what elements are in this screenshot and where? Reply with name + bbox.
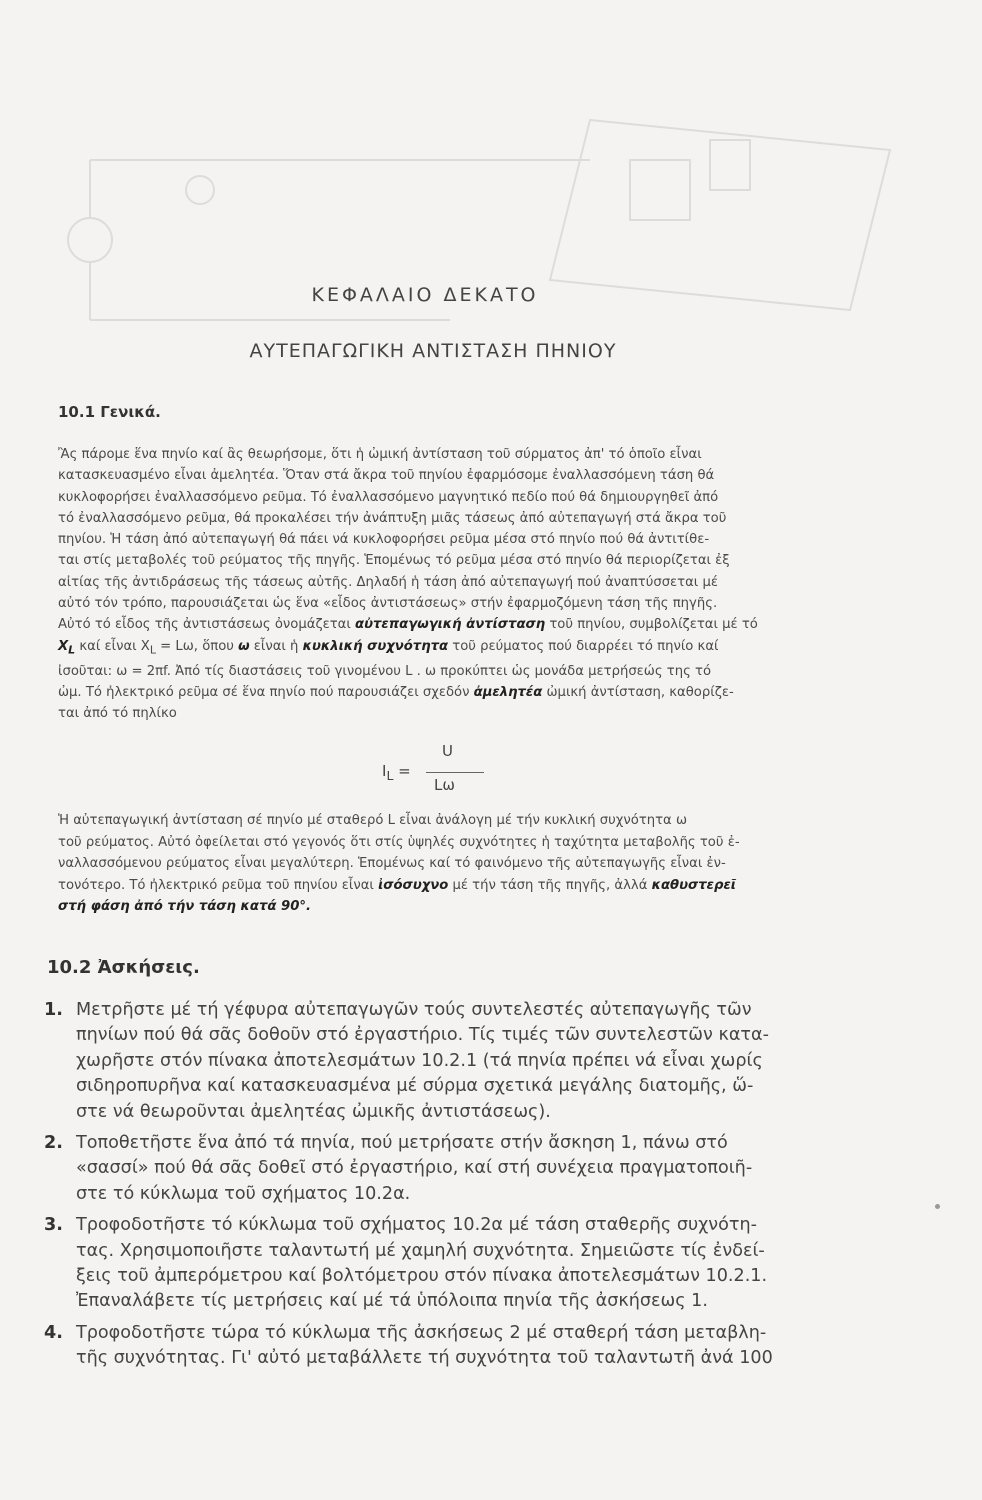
- text-line: ται ἀπό τό πηλίκο: [58, 706, 177, 722]
- text-line: τό ἐναλλασσόμενο ρεῦμα, θά προκαλέσει τήν ἀνάπτυξη μιᾶς τάσεως ἀπό αὐτεπαγωγή στά ἄκρα τοῦ: [58, 510, 727, 526]
- text-line: στή φάση ἀπό τήν τάση κατά 90°.: [58, 899, 311, 914]
- text-line: αἰτίας τῆς ἀντιδράσεως τῆς τάσεως αὐτῆς. Δηλαδή ἡ τάση ἀπό αὐτεπαγωγή πού ἀναπτύσσεται μέ: [58, 574, 718, 590]
- text-line: τονότερο. Τό ἠλεκτρικό ρεῦμα τοῦ πηνίου εἶναι ἰσόσυχνο μέ τήν τάση τῆς πηγῆς, ἀλλά καθυστερεῖ: [58, 877, 736, 893]
- exercise-list: [44, 998, 874, 1378]
- fraction-bar: [426, 772, 484, 773]
- exercise-item: 2. Τοποθετῆστε ἕνα ἀπό τά πηνία, πού μετρήσατε στήν ἄσκηση 1, πάνω στό «σασσί» πού θά σᾶς δοθεῖ στό ἐργαστήριο, καί στή συνέχεια πραγματοποιῆ- στε τό κύκλωμα τοῦ σχήματος 10.2α.: [44, 1133, 753, 1204]
- current-formula: $I_L$ = U Lω: [382, 742, 502, 800]
- text-line: Ἂς πάρομε ἕνα πηνίο καί ἂς θεωρήσομε, ὅτι ἡ ὠμική ἀντίσταση τοῦ σύρματος ἀπ' τό ὁποῖο εἶναι: [58, 447, 702, 462]
- formula-numerator: U: [442, 742, 453, 760]
- text-line: Αὐτό τό εἶδος τῆς ἀντιστάσεως ὀνομάζεται αὐτεπαγωγική ἀντίσταση τοῦ πηνίου, συμβολίζεται μέ τό: [58, 617, 758, 633]
- exercise-item: 4. Τροφοδοτῆστε τώρα τό κύκλωμα τῆς ἀσκήσεως 2 μέ σταθερή τάση μεταβλη- τῆς συχνότητας. Γι' αὐτό μεταβάλλετε τή συχνότητα τοῦ ταλαντωτῆ ἀνά 100: [44, 1322, 773, 1369]
- text-line: ται στίς μεταβολές τοῦ ρεύματος τῆς πηγῆς. Ἑπομένως τό ρεῦμα μέσα στό πηνίο θά περιορίζεται ἐξ: [58, 553, 730, 569]
- text-line: τοῦ ρεύματος. Αὐτό ὀφείλεται στό γεγονός ὅτι στίς ὑψηλές συχνότητες ἡ ταχύτητα μεταβολῆς τοῦ ἐ-: [58, 834, 740, 850]
- text-line: $X_L$ καί εἶναι $X_L = L\omega$, ὅπου ω εἶναι ἡ κυκλική συχνότητα τοῦ ρεύματος πού διαρρέει τό πηνίο καί: [58, 638, 719, 657]
- text-line: κατασκευασμένο εἶναι ἀμελητέα. Ὅταν στά ἄκρα τοῦ πηνίου ἐφαρμόσομε ἐναλλασσόμενη τάση θά: [58, 468, 715, 484]
- text-line: αὐτό τόν τρόπο, παρουσιάζεται ὡς ἕνα «εἶδος ἀντιστάσεως» στήν ἐφαρμοζόμενη τάση τῆς πηγῆς.: [58, 596, 718, 612]
- formula-denominator: Lω: [434, 776, 455, 794]
- chapter-title: ΑΥΤΕΠΑΓΩΓΙΚΗ ΑΝΤΙΣΤΑΣΗ ΠΗΝΙΟΥ: [249, 340, 617, 362]
- general-paragraph: [58, 444, 860, 725]
- exercise-item: 3. Τροφοδοτῆστε τό κύκλωμα τοῦ σχήματος 10.2α μέ τάση σταθερῆς συχνότη- τας. Χρησιμοποιῆστε ταλαντωτή μέ χαμηλή συχνότητα. Σημειῶστε τίς ἐνδεί- ξεις τοῦ ἀμπερόμετρου καί βολτόμετρου στόν πίνακα ἀποτελεσμάτων 10.2.1. Ἐπαναλάβετε τίς μετρήσεις καί μέ τά ὑπόλοιπα πηνία τῆς ἀσκήσεως 1.: [44, 1215, 768, 1312]
- term-inductive-reactance: αὐτεπαγωγική ἀντίσταση: [355, 617, 546, 633]
- margin-speck: [935, 1204, 940, 1209]
- text-line: ὠμ. Τό ἠλεκτρικό ρεῦμα σέ ἕνα πηνίο πού παρουσιάζει σχεδόν ἀμελητέα ὠμική ἀντίσταση, καθορίζε-: [58, 684, 734, 700]
- section-heading-exercises: 10.2 Ἀσκήσεις.: [47, 957, 200, 978]
- reactance-paragraph: [58, 810, 868, 918]
- text-line: πηνίου. Ἡ τάση ἀπό αὐτεπαγωγή θά πάει νά κυκλοφορήσει ρεῦμα μέσα στό πηνίο πού θά ἀντιτίθε-: [58, 532, 710, 548]
- section-heading-general: 10.1 Γενικά.: [58, 403, 161, 421]
- text-line: ἰσοῦται: ω = 2πf. Ἀπό τίς διαστάσεις τοῦ γινομένου L . ω προκύπτει ὡς μονάδα μετρήσεώς της τό: [58, 663, 712, 679]
- text-line: Ἡ αὐτεπαγωγική ἀντίσταση σέ πηνίο μέ σταθερό L εἶναι ἀνάλογη μέ τήν κυκλική συχνότητα ω: [58, 813, 687, 828]
- text-line: κυκλοφορήσει ἐναλλασσόμενο ρεῦμα. Τό ἐναλλασσόμενο μαγνητικό πεδίο πού θά δημιουργηθεῖ ἀπό: [58, 489, 719, 505]
- text-line: ναλλασσόμενου ρεύματος εἶναι μεγαλύτερη. Ἑπομένως καί τό φαινόμενο τῆς αὐτεπαγωγῆς εἶναι ἐν-: [58, 856, 726, 871]
- chapter-heading: ΚΕΦΑΛΑΙΟ ΔΕΚΑΤΟ: [311, 284, 539, 306]
- exercise-item: 1. Μετρῆστε μέ τή γέφυρα αὐτεπαγωγῶν τούς συντελεστές αὐτεπαγωγῆς τῶν πηνίων πού θά σᾶς δοθοῦν στό ἐργαστήριο. Τίς τιμές τῶν συντελεστῶν κατα- χωρῆστε στόν πίνακα ἀποτελεσμάτων 10.2.1 (τά πηνία πρέπει νά εἶναι χωρίς σιδηροπυρῆνα καί κατασκευασμένα μέ σύρμα σχετικά μεγάλης διατομῆς, ὥ- στε νά θεωροῦνται ἀμελητέας ὠμικῆς ἀντιστάσεως).: [44, 1000, 769, 1122]
- term-angular-frequency: κυκλική συχνότητα: [302, 638, 449, 654]
